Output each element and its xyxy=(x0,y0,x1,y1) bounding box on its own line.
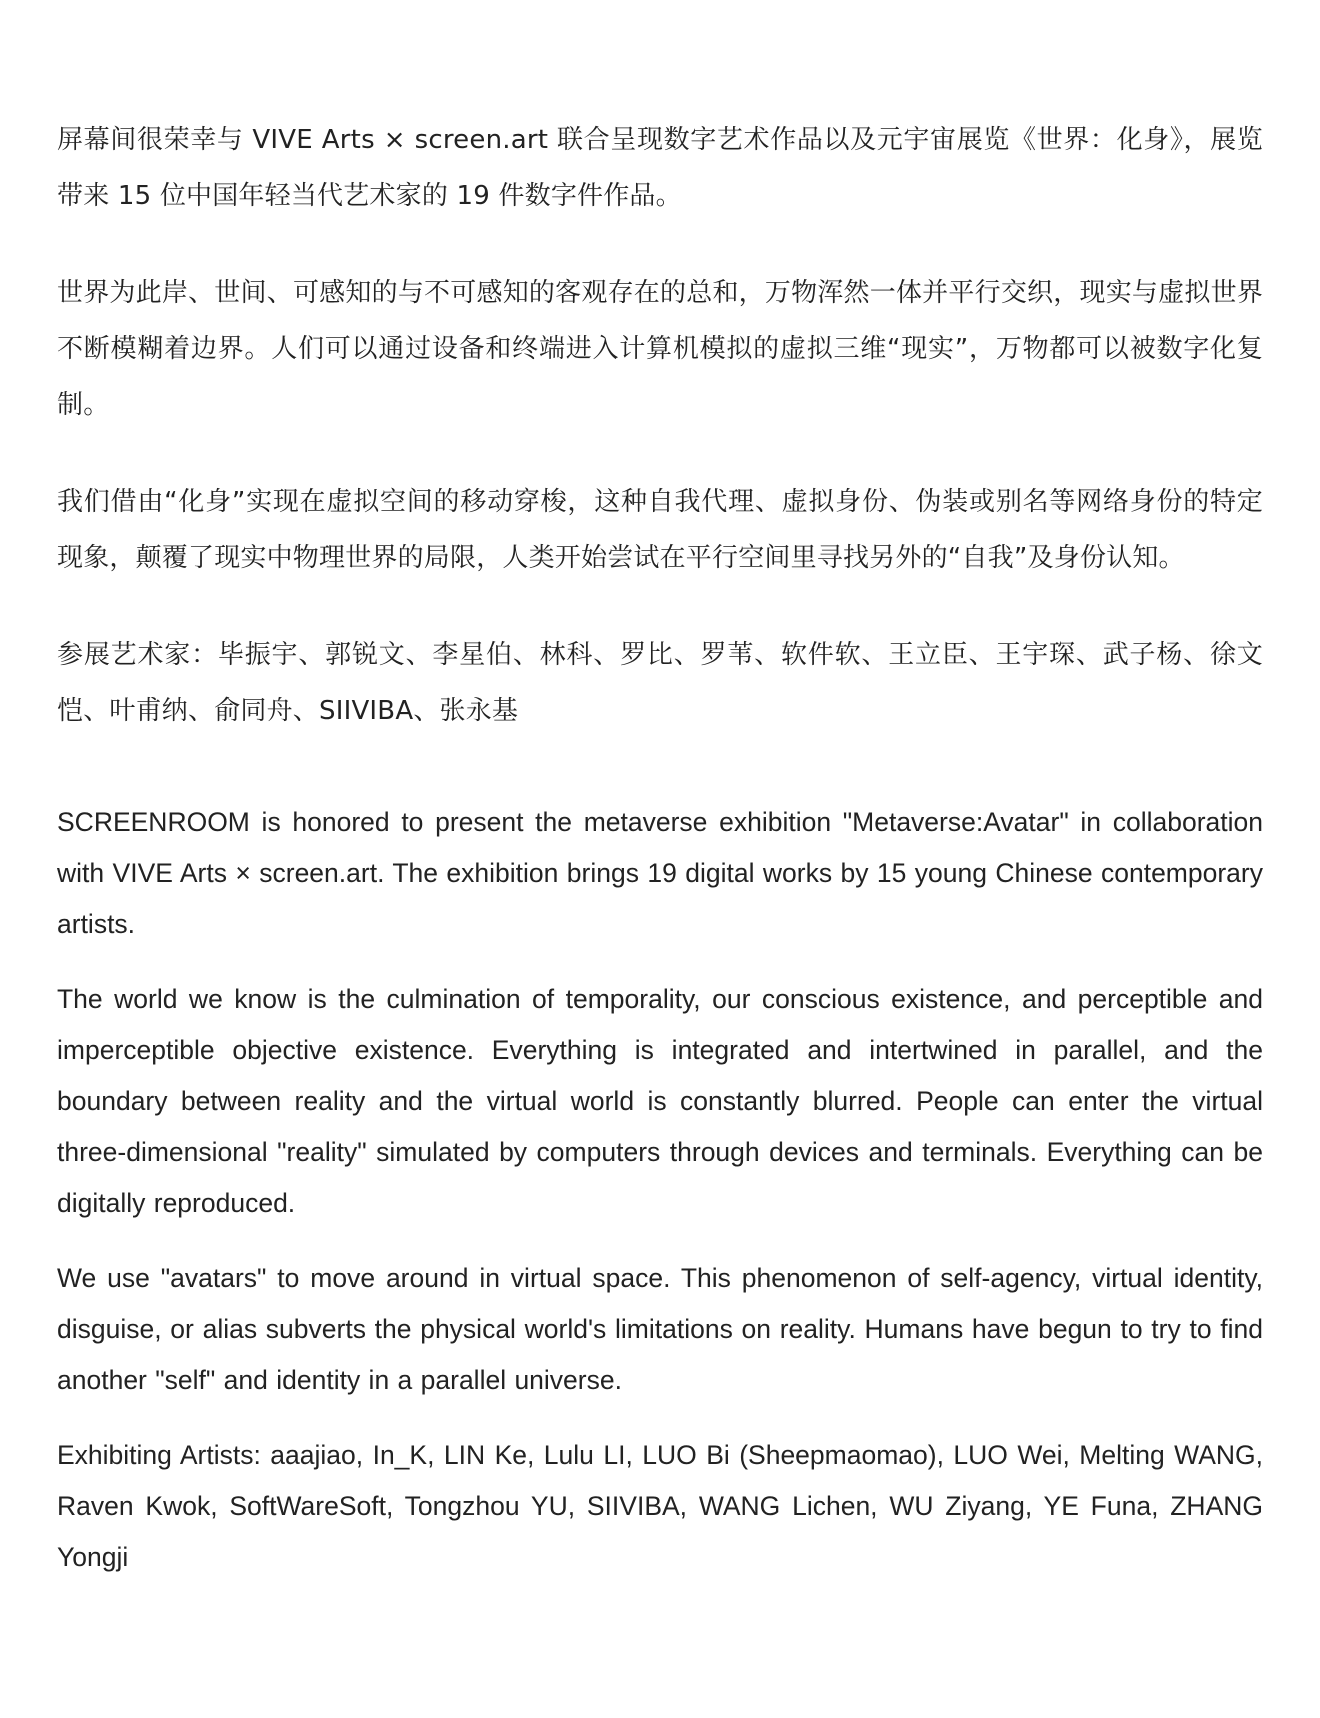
english-section xyxy=(57,797,1263,1583)
zh-intro-paragraph: 屏幕间很荣幸与 VIVE Arts × screen.art 联合呈现数字艺术作品以及元宇宙展览《世界：化身》，展览带来 15 位中国年轻当代艺术家的 19 件数字件作品。 xyxy=(57,125,1263,211)
chinese-section xyxy=(57,112,1263,739)
en-avatar-paragraph: We use "avatars" to move around in virtual space. This phenomenon of self-agency, virtual identity, disguise, or alias subverts the physical world's limitations on reality. Humans have begun to try to find another "self" and identity in a parallel universe. xyxy=(57,1263,1263,1395)
zh-avatar-paragraph: 我们借由“化身”实现在虚拟空间的移动穿梭，这种自我代理、虚拟身份、伪装或别名等网络身份的特定现象，颠覆了现实中物理世界的局限，人类开始尝试在平行空间里寻找另外的“自我”及身份认知。 xyxy=(57,487,1263,573)
zh-artists-paragraph: 参展艺术家：毕振宇、郭锐文、李星伯、林科、罗比、罗苇、软件软、王立臣、王宇琛、武子杨、徐文恺、叶甫纳、俞同舟、SIIVIBA、张永基 xyxy=(57,640,1263,726)
en-intro-paragraph: SCREENROOM is honored to present the metaverse exhibition "Metaverse:Avatar" in collaboration with VIVE Arts × screen.art. The exhibition brings 19 digital works by 15 young Chinese contemporary artists. xyxy=(57,807,1263,939)
article-body xyxy=(57,112,1263,1607)
en-artists-paragraph: Exhibiting Artists: aaajiao, In_K, LIN Ke, Lulu LI, LUO Bi (Sheepmaomao), LUO Wei, Melting WANG, Raven Kwok, SoftWareSoft, Tongzhou YU, SIIVIBA, WANG Lichen, WU Ziyang, YE Funa, ZHANG Yongji xyxy=(57,1440,1263,1572)
en-world-paragraph: The world we know is the culmination of temporality, our conscious existence, and perceptible and imperceptible objective existence. Everything is integrated and intertwined in parallel, and the boundary between reality and the virtual world is constantly blurred. People can enter the virtual three-dimensional "reality" simulated by computers through devices and terminals. Everything can be digitally reproduced. xyxy=(57,984,1263,1218)
zh-world-paragraph: 世界为此岸、世间、可感知的与不可感知的客观存在的总和，万物浑然一体并平行交织，现实与虚拟世界不断模糊着边界。人们可以通过设备和终端进入计算机模拟的虚拟三维“现实”，万物都可以被数字化复制。 xyxy=(57,278,1263,420)
